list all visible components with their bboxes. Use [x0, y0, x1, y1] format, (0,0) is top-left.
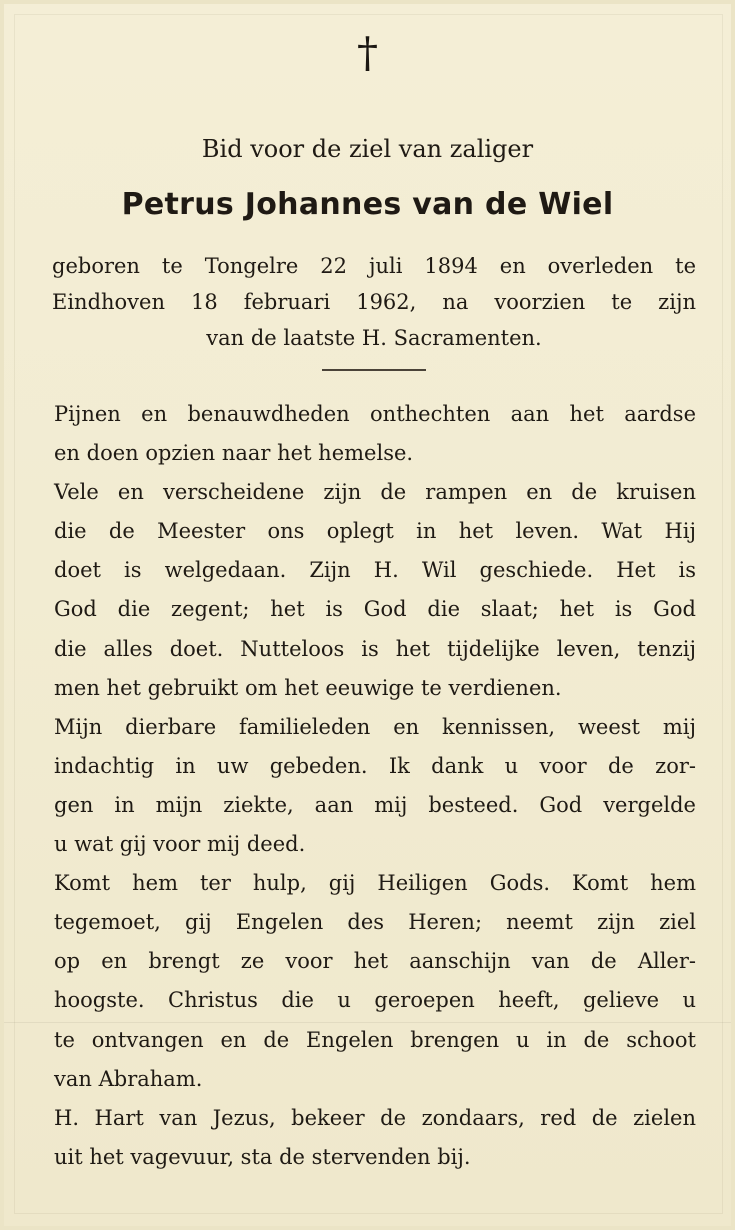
- text-line: van Abraham.: [54, 1066, 203, 1091]
- text-line: die alles doet. Nutteloos is het tijdelijke leven, tenzij: [54, 636, 696, 661]
- text-line: te ontvangen en de Engelen brengen u in de schoot: [54, 1027, 696, 1052]
- text-line: indachtig in uw gebeden. Ik dank u voor de zor-: [54, 753, 696, 778]
- intro-text: Bid voor de ziel van zaliger: [201, 135, 534, 163]
- memorial-text: [54, 395, 696, 1177]
- text-line: u wat gij voor mij deed.: [54, 832, 306, 857]
- fold-crease: [4, 1022, 731, 1023]
- text-line: en doen opzien naar het hemelse.: [54, 441, 414, 466]
- text-line: doet is welgedaan. Zijn H. Wil geschiede. Het is: [54, 558, 696, 583]
- text-line: gen in mijn ziekte, aan mij besteed. God vergelde: [54, 792, 696, 817]
- text-line: tegemoet, gij Engelen des Heren; neemt zijn ziel: [54, 910, 696, 935]
- text-line: uit het vagevuur, sta de stervenden bij.: [54, 1144, 471, 1169]
- divider: [322, 369, 426, 371]
- cross-icon: †: [357, 28, 378, 77]
- text-line: Vele en verscheidene zijn de rampen en de kruisen: [54, 480, 696, 505]
- text-line: H. Hart van Jezus, bekeer de zondaars, red de zielen: [54, 1105, 696, 1130]
- text-line: hoogste. Christus die u geroepen heeft, gelieve u: [54, 988, 696, 1013]
- text-line: Komt hem ter hulp, gij Heiligen Gods. Komt hem: [54, 871, 696, 896]
- birth-line: van de laatste H. Sacramenten.: [206, 326, 542, 350]
- text-line: men het gebruikt om het eeuwige te verdienen.: [54, 675, 562, 700]
- deceased-name: Petrus Johannes van de Wiel: [121, 187, 614, 222]
- birth-line: geboren te Tongelre 22 juli 1894 en overleden te: [52, 254, 696, 278]
- text-line: die de Meester ons oplegt in het leven. Wat Hij: [54, 519, 696, 544]
- text-line: op en brengt ze voor het aanschijn van de Aller-: [54, 949, 696, 974]
- text-line: Mijn dierbare familieleden en kennissen, weest mij: [54, 714, 696, 739]
- text-line: God die zegent; het is God die slaat; het is God: [54, 597, 696, 622]
- birth-line: Eindhoven 18 februari 1962, na voorzien te zijn: [52, 290, 696, 314]
- text-line: Pijnen en benauwdheden onthechten aan het aardse: [54, 402, 696, 426]
- birth-death-info: [52, 248, 696, 356]
